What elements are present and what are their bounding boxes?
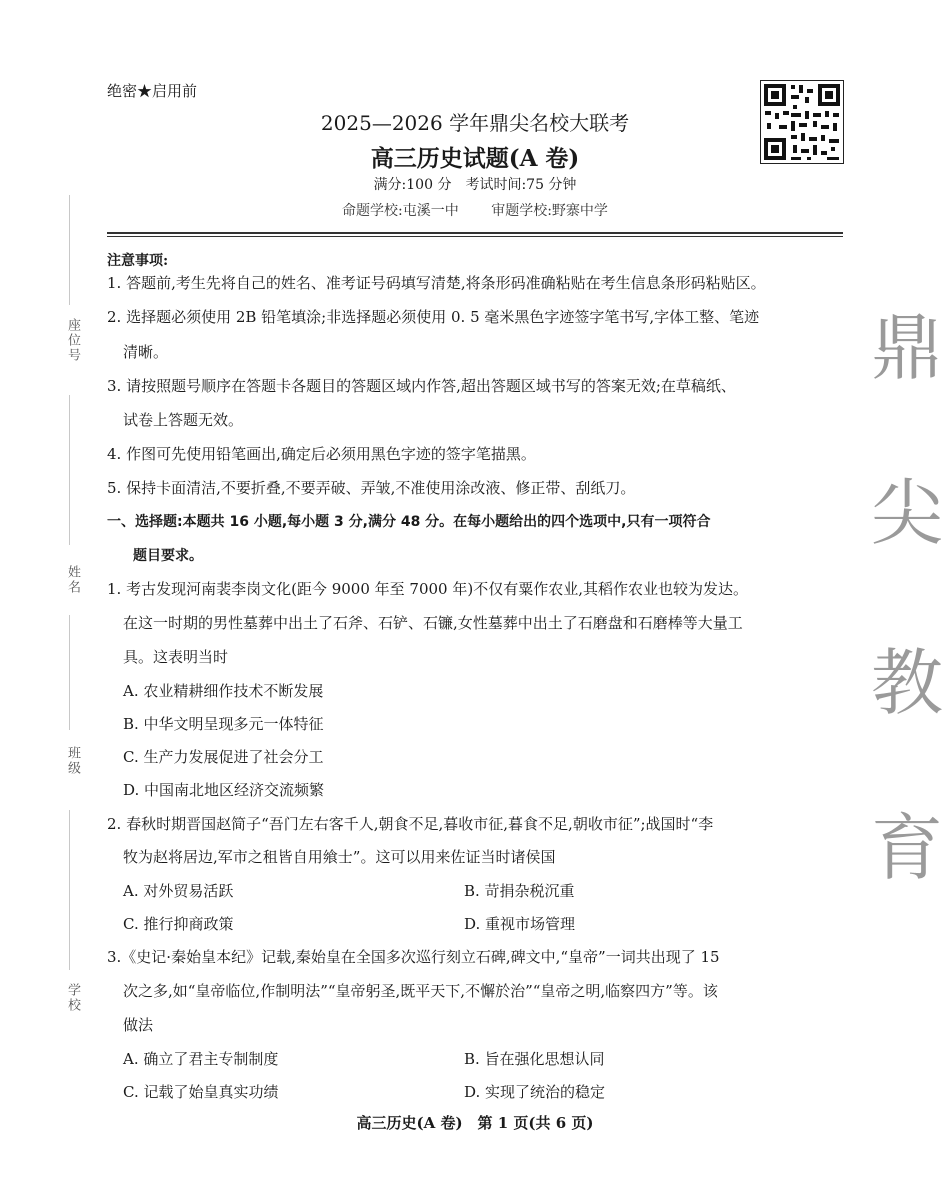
question-3-option-d: D. 实现了统治的稳定 (464, 1083, 606, 1101)
question-3-option-b: B. 旨在强化思想认同 (464, 1050, 605, 1068)
question-2-stem: 牧为赵将居边,军市之租皆自用飨士”。这可以用来佐证当时诸侯国 (123, 848, 556, 866)
header-rule (107, 232, 843, 234)
confidential-mark: 绝密★启用前 (107, 82, 198, 100)
binding-line (69, 810, 70, 970)
question-1-option-d: D. 中国南北地区经济交流频繁 (123, 781, 325, 799)
note-line: 试卷上答题无效。 (123, 411, 244, 429)
question-1-option-b: B. 中华文明呈现多元一体特征 (123, 715, 324, 733)
page-footer: 高三历史(A 卷) 第 1 页(共 6 页) (356, 1114, 594, 1132)
score-time-info: 满分:100 分 考试时间:75 分钟 (373, 177, 577, 193)
school-info (0, 200, 950, 220)
page-title: 高三历史试题(A 卷) (370, 145, 580, 172)
question-3-stem: 次之多,如“皇帝临位,作制明法”“皇帝躬圣,既平天下,不懈於治”“皇帝之明,临察四方”等。该 (123, 982, 718, 1000)
question-2-option-d: D. 重视市场管理 (464, 915, 576, 933)
question-2-option-c: C. 推行抑商政策 (123, 915, 234, 933)
school-label: 学校 (65, 983, 80, 1013)
notes-heading: 注意事项: (107, 253, 169, 269)
watermark-char: 鼎 (870, 306, 943, 390)
question-2-option-a: A. 对外贸易活跃 (123, 882, 234, 900)
qr-code (760, 80, 844, 164)
exam-name: 2025—2026 学年鼎尖名校大联考 (320, 111, 630, 135)
watermark-char: 教 (870, 641, 943, 725)
seat-label: 座位号 (65, 318, 80, 363)
question-1-stem: 1. 考古发现河南裴李岗文化(距今 9000 年至 7000 年)不仅有粟作农业,其稻作农业也较为发达。 (107, 580, 748, 598)
binding-line (69, 395, 70, 545)
watermark-char: 育 (870, 806, 943, 890)
question-3-stem: 做法 (123, 1016, 154, 1034)
header-rule-thin (107, 236, 843, 237)
question-2-stem: 2. 春秋时期晋国赵简子“吾门左右客千人,朝食不足,暮收市征,暮食不足,朝收市征”;战国时“李 (107, 815, 714, 833)
question-3-option-a: A. 确立了君主专制制度 (123, 1050, 279, 1068)
note-line: 2. 选择题必须使用 2B 铅笔填涂;非选择题必须使用 0. 5 毫米黑色字迹签字笔书写,字体工整、笔迹 (107, 308, 760, 326)
note-line: 4. 作图可先使用铅笔画出,确定后必须用黑色字迹的签字笔描黑。 (107, 445, 536, 463)
note-line: 5. 保持卡面清洁,不要折叠,不要弄破、弄皱,不准使用涂改液、修正带、刮纸刀。 (107, 479, 636, 497)
question-3-stem: 3.《史记·秦始皇本纪》记载,秦始皇在全国多次巡行刻立石碑,碑文中,“皇帝”一词共出现了 15 (107, 948, 720, 966)
question-1-option-c: C. 生产力发展促进了社会分工 (123, 748, 324, 766)
section-heading: 一、选择题:本题共 16 小题,每小题 3 分,满分 48 分。在每小题给出的四个选项中,只有一项符合 (107, 514, 711, 530)
question-1-stem: 在这一时期的男性墓葬中出土了石斧、石铲、石镰,女性墓葬中出土了石磨盘和石磨棒等大量工 (123, 614, 743, 632)
name-label: 姓名 (65, 565, 80, 595)
setter-school: 命题学校:屯溪一中 (342, 203, 459, 219)
note-line: 清晰。 (123, 343, 169, 361)
question-2-option-b: B. 苛捐杂税沉重 (464, 882, 575, 900)
reviewer-school: 审题学校:野寨中学 (491, 203, 608, 219)
question-1-stem: 具。这表明当时 (123, 648, 229, 666)
note-line: 3. 请按照题号顺序在答题卡各题目的答题区域内作答,超出答题区域书写的答案无效;在草稿纸、 (107, 377, 736, 395)
section-heading-cont: 题目要求。 (133, 548, 203, 564)
class-label: 班级 (65, 746, 80, 776)
watermark-char: 尖 (870, 471, 943, 555)
note-line: 1. 答题前,考生先将自己的姓名、准考证号码填写清楚,将条形码准确粘贴在考生信息条形码粘贴区。 (107, 274, 766, 292)
qr-code-icon (761, 81, 843, 163)
question-1-option-a: A. 农业精耕细作技术不断发展 (123, 682, 324, 700)
binding-line (69, 615, 70, 730)
question-3-option-c: C. 记载了始皇真实功绩 (123, 1083, 279, 1101)
